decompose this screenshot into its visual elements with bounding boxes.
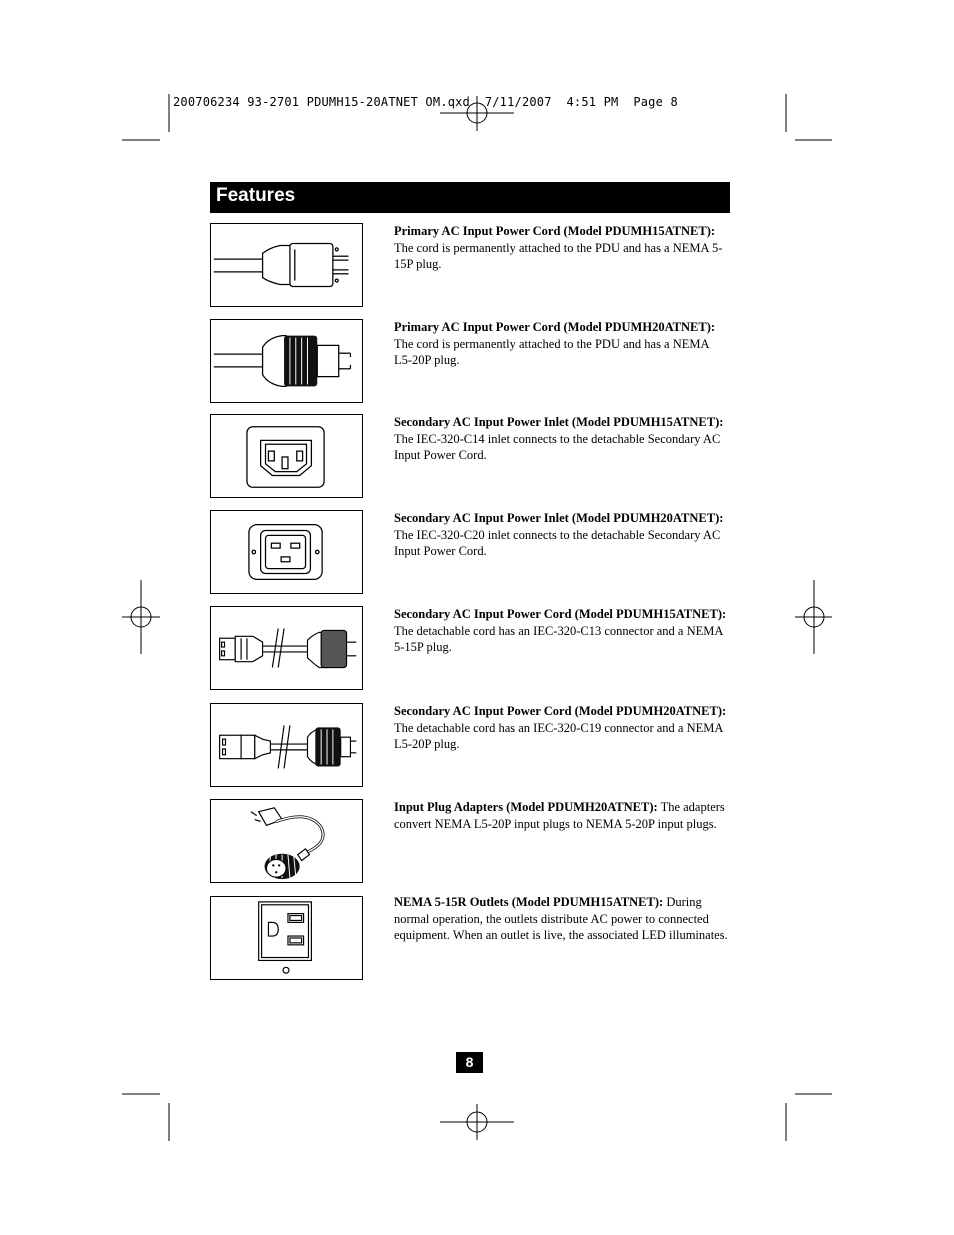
registration-mark-right xyxy=(795,580,832,654)
iec-c14-inlet-icon xyxy=(210,414,363,498)
feature-title: Secondary AC Input Power Inlet (Model PDUMH20ATNET): xyxy=(394,511,724,525)
page-number: 8 xyxy=(456,1052,483,1073)
feature-item xyxy=(394,510,730,560)
feature-title: Primary AC Input Power Cord (Model PDUMH20ATNET): xyxy=(394,320,716,334)
feature-item xyxy=(394,319,730,369)
feature-title: Primary AC Input Power Cord (Model PDUMH15ATNET): xyxy=(394,224,716,238)
feature-description: The cord is permanently attached to the PDU and has a NEMA L5-20P plug. xyxy=(394,336,709,368)
c13-to-5-15p-cord-icon xyxy=(210,606,363,690)
feature-item xyxy=(394,703,730,753)
feature-description: The cord is permanently attached to the PDU and has a NEMA 5-15P plug. xyxy=(394,240,723,272)
feature-description: The detachable cord has an IEC-320-C19 connector and a NEMA L5-20P plug. xyxy=(394,720,723,752)
plug-adapter-icon xyxy=(210,799,363,883)
nema-5-15r-outlet-icon xyxy=(210,896,363,980)
feature-description: The IEC-320-C14 inlet connects to the detachable Secondary AC Input Power Cord. xyxy=(394,431,721,463)
feature-item xyxy=(394,414,730,464)
feature-title: Secondary AC Input Power Inlet (Model PDUMH15ATNET): xyxy=(394,415,724,429)
section-title: Features xyxy=(216,185,296,206)
feature-item xyxy=(394,799,730,832)
section-header xyxy=(210,182,730,213)
c19-to-l5-20p-cord-icon xyxy=(210,703,363,787)
feature-description: The IEC-320-C20 inlet connects to the detachable Secondary AC Input Power Cord. xyxy=(394,527,721,559)
feature-description: The adapters convert NEMA L5-20P input plugs to NEMA 5-20P input plugs. xyxy=(394,800,725,831)
feature-title: Secondary AC Input Power Cord (Model PDUMH15ATNET): xyxy=(394,607,727,621)
feature-title: Secondary AC Input Power Cord (Model PDUMH20ATNET): xyxy=(394,704,727,718)
iec-c20-inlet-icon xyxy=(210,510,363,594)
feature-item xyxy=(394,223,730,273)
registration-mark-bottom xyxy=(440,1104,514,1140)
feature-item xyxy=(394,894,730,944)
feature-description: During normal operation, the outlets distribute AC power to connected equipment. When an outlet is live, the associated LED illuminates. xyxy=(394,895,728,943)
feature-item xyxy=(394,606,730,656)
nema-l5-20p-plug-icon xyxy=(210,319,363,403)
feature-description: The detachable cord has an IEC-320-C13 connector and a NEMA 5-15P plug. xyxy=(394,623,723,655)
print-slug: 200706234 93-2701 PDUMH15-20ATNET OM.qxd 7/11/2007 4:51 PM Page 8 xyxy=(173,95,678,109)
feature-title: Input Plug Adapters (Model PDUMH20ATNET): xyxy=(394,800,658,814)
feature-title: NEMA 5-15R Outlets (Model PDUMH15ATNET): xyxy=(394,895,664,909)
nema-5-15p-plug-icon xyxy=(210,223,363,307)
registration-mark-left xyxy=(122,580,160,654)
